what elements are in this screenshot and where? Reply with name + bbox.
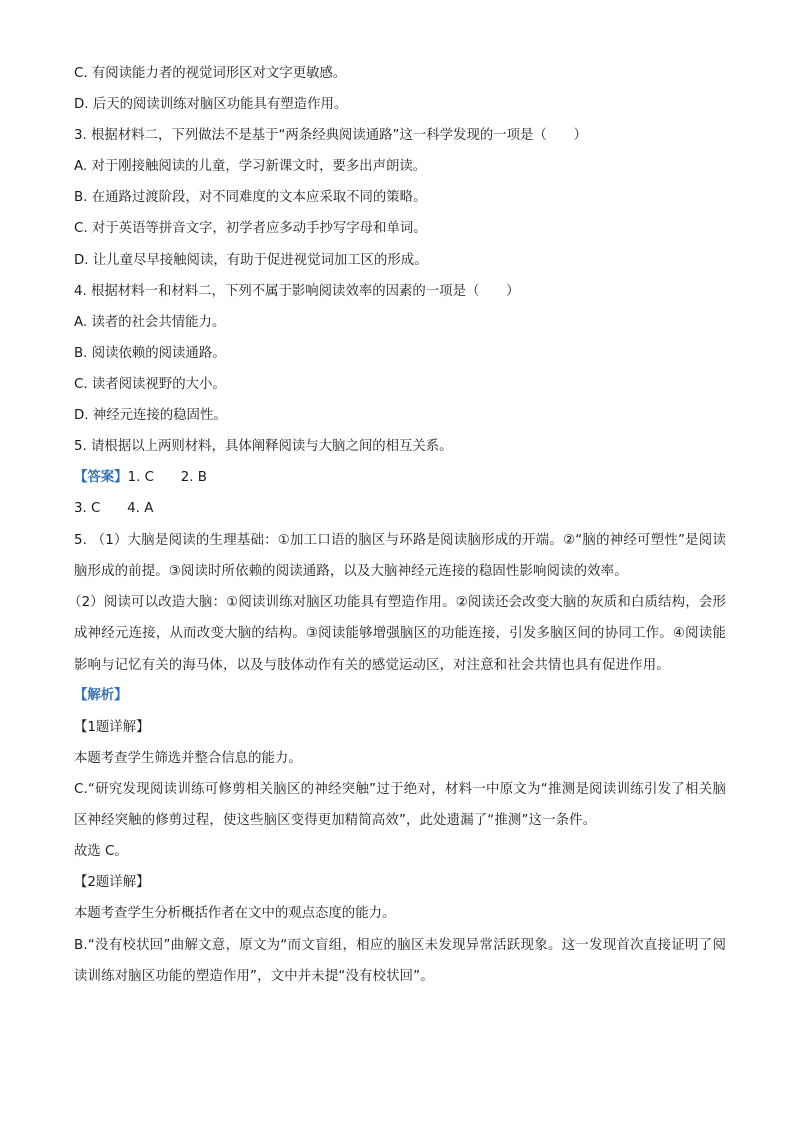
detail-2-intro: 本题考查学生分析概括作者在文中的观点态度的能力。 xyxy=(74,906,396,922)
option-4d: D. 神经元连接的稳固性。 xyxy=(74,408,227,424)
analysis-label: 【解析】 xyxy=(74,688,128,704)
analysis-line xyxy=(74,686,726,706)
question-5: 5. 请根据以上两则材料，具体阐释阅读与大脑之间的相互关系。 xyxy=(74,439,453,455)
option-1d: D. 后天的阅读训练对脑区功能具有塑造作用。 xyxy=(74,97,348,113)
option-3c: C. 对于英语等拼音文字，初学者应多动手抄写字母和单词。 xyxy=(74,221,427,237)
option-1c: C. 有阅读能力者的视觉词形区对文字更敏感。 xyxy=(74,66,347,81)
option-3b: B. 在通路过渡阶段，对不同难度的文本应采取不同的策略。 xyxy=(74,190,427,206)
question-4: 4. 根据材料一和材料二，下列不属于影响阅读效率的因素的一项是（ ） xyxy=(74,283,520,299)
detail-2-label: 【2题详解】 xyxy=(74,875,150,891)
detail-1-conclusion: 故选 C。 xyxy=(74,844,128,860)
detail-1-text: C.“研究发现阅读训练可修剪相关脑区的神经突触”过于绝对，材料一中原文为“推测是阅读训练引发了相关脑区神经突触的修剪过程，使这些脑区变得更加精简高效”，此处遗漏了“推测”这一条件。 xyxy=(74,782,726,829)
option-3d: D. 让儿童尽早接触阅读，有助于促进视觉词加工区的形成。 xyxy=(74,252,428,268)
detail-2-text: B.“没有校状回”曲解文意，原文为“而文盲组，相应的脑区未发现异常活跃现象。这一发现首次直接证明了阅读训练对脑区功能的塑造作用”，文中并未提“没有校状回”。 xyxy=(74,937,726,984)
q5-answer-part2: （2）阅读可以改造大脑：①阅读训练对脑区功能具有塑造作用。②阅读还会改变大脑的灰质和白质结构，会形成神经元连接，从而改变大脑的结构。③阅读能够增强脑区的功能连接，引发多脑区间的协同工作。④阅读能影响与记忆有关的海马体，以及与肢体动作有关的感觉运动区，对注意和社会共情也具有促进作用。 xyxy=(68,595,726,673)
option-4c: C. 读者阅读视野的大小。 xyxy=(74,376,226,392)
q5-answer-part1: 5. （1）大脑是阅读的生理基础：①加工口语的脑区与环路是阅读脑形成的开端。②“脑的神经可塑性”是阅读脑形成的前提。③阅读时所依赖的阅读通路，以及大脑神经元连接的稳固性影响阅读的效率。 xyxy=(74,532,726,580)
detail-1-intro: 本题考查学生筛选并整合信息的能力。 xyxy=(74,750,302,766)
option-3a: A. 对于刚接触阅读的儿童，学习新课文时，要多出声朗读。 xyxy=(74,159,427,175)
question-3: 3. 根据材料二，下列做法不是基于“两条经典阅读通路”这一科学发现的一项是（ ） xyxy=(74,128,587,144)
option-4a: A. 读者的社会共情能力。 xyxy=(74,314,226,330)
detail-1-label: 【1题详解】 xyxy=(74,719,150,735)
answer-line-1 xyxy=(74,468,726,488)
answer-line-2: 3. C 4. A xyxy=(74,501,154,517)
document-content xyxy=(68,64,726,998)
option-4b: B. 阅读依赖的阅读通路。 xyxy=(74,345,226,361)
answer-first: 1. C 2. B xyxy=(127,470,207,486)
answer-label: 【答案】 xyxy=(74,470,128,486)
